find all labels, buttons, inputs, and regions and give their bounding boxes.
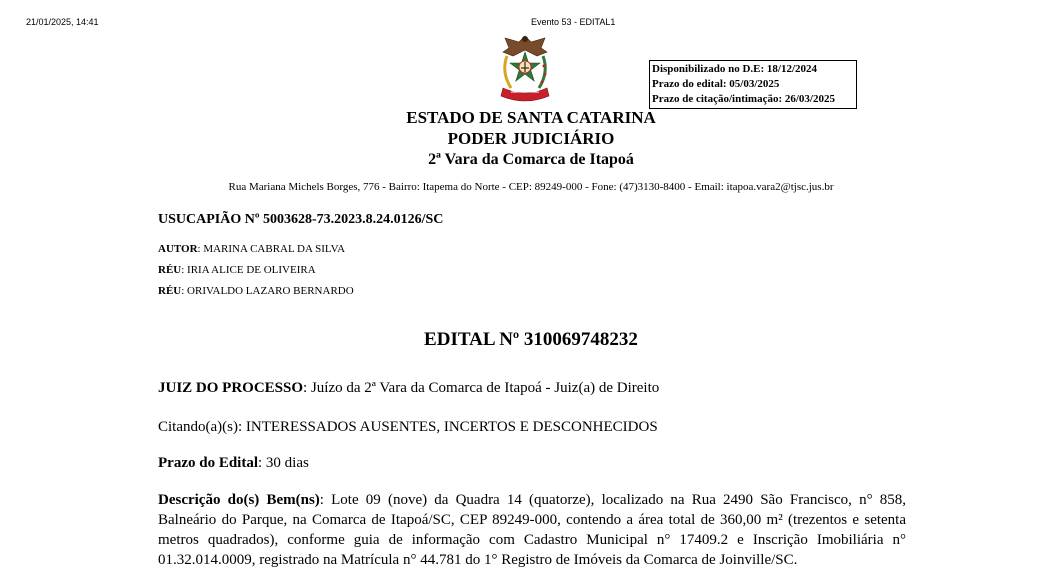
prazo-value: : 30 dias xyxy=(258,455,309,471)
party-name: : IRIA ALICE DE OLIVEIRA xyxy=(181,264,316,276)
court-heading: 2ª Vara da Comarca de Itapoá xyxy=(428,151,634,168)
judge-line xyxy=(158,380,659,397)
published-date: Disponibilizado no D.E: 18/12/2024 xyxy=(652,63,818,75)
party-name: : MARINA CABRAL DA SILVA xyxy=(197,243,346,255)
case-title: USUCAPIÃO Nº 5003628-73.2023.8.24.0126/SC xyxy=(158,212,444,227)
citation-deadline: Prazo de citação/intimação: 26/03/2025 xyxy=(652,93,835,105)
print-timestamp: 21/01/2025, 14:41 xyxy=(26,17,99,27)
prazo-label: Prazo do Edital xyxy=(158,455,258,471)
santa-catarina-coat-of-arms-icon xyxy=(497,32,553,104)
edital-deadline: Prazo do edital: 05/03/2025 xyxy=(652,78,780,90)
prazo-line xyxy=(158,455,309,472)
publication-dates-box xyxy=(649,60,857,109)
judge-label: JUIZ DO PROCESSO xyxy=(158,380,304,396)
party-name: : ORIVALDO LAZARO BERNARDO xyxy=(181,285,354,297)
party-defendant-2 xyxy=(158,285,354,297)
judiciary-heading: PODER JUDICIÁRIO xyxy=(447,129,615,148)
citando-line: Citando(a)(s): INTERESSADOS AUSENTES, INCERTOS E DESCONHECIDOS xyxy=(158,419,658,435)
state-heading: ESTADO DE SANTA CATARINA xyxy=(406,108,656,127)
party-role: RÉU xyxy=(158,285,182,297)
party-defendant-1 xyxy=(158,264,316,276)
judge-value: : Juízo da 2ª Vara da Comarca de Itapoá - Juiz(a) de Direito xyxy=(303,380,660,396)
edital-title: EDITAL Nº 310069748232 xyxy=(424,329,638,350)
property-description xyxy=(158,490,906,570)
desc-label: Descrição do(s) Bem(ns) xyxy=(158,492,320,508)
event-label: Evento 53 - EDITAL1 xyxy=(531,17,616,27)
court-address: Rua Mariana Michels Borges, 776 - Bairro: Itapema do Norte - CEP: 89249-000 - Fone: (47)3130-8400 - Email: itapoa.vara2@tjsc.jus.br xyxy=(228,181,834,193)
party-role: AUTOR xyxy=(158,243,198,255)
party-role: RÉU xyxy=(158,264,182,276)
party-author xyxy=(158,243,345,255)
desc-text: : Lote 09 (nove) da Quadra 14 (quatorze), localizado na Rua 2490 São Francisco, n° 858, Balneário do Parque, na Comarca de Itapoá/SC, CEP 89249-000, contendo a área total de 360,00 m² (trezentos e setenta metros quadrados), conforme guia de informação com Cadastro Municipal n° 17409.2 e Inscrição Imobiliária n° 01.32.014.0009, registrado na Matrícula n° 44.781 do 1° Registro de Imóveis da Comarca de Joinville/SC. xyxy=(158,492,906,568)
